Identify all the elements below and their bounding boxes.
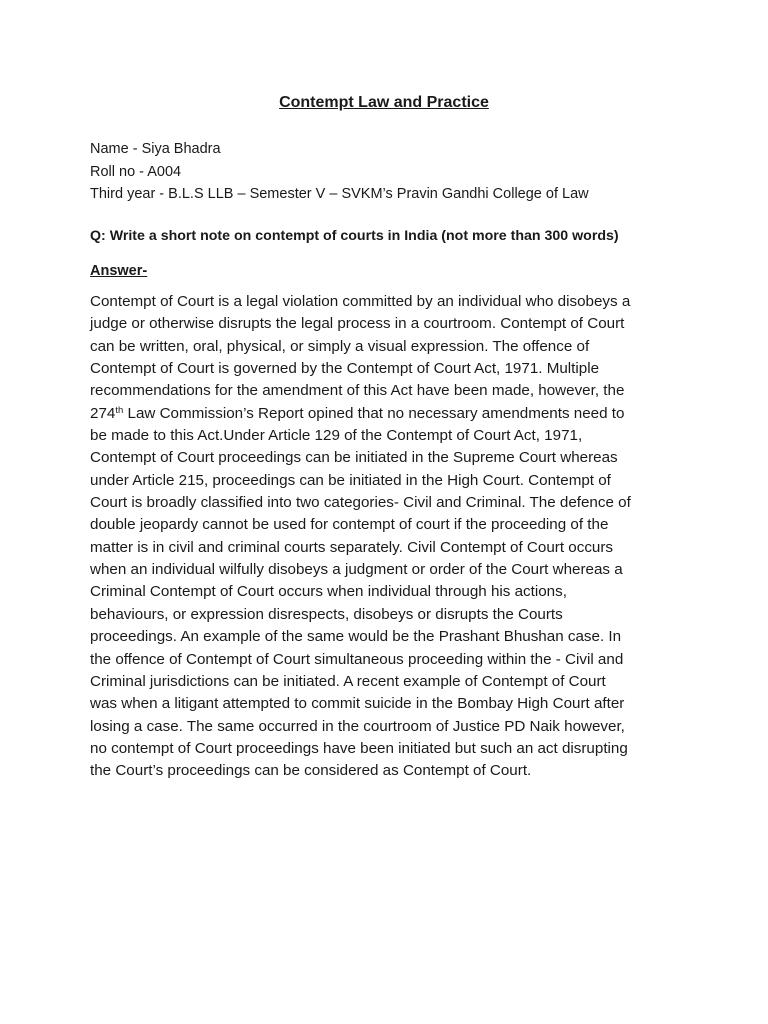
- answer-line: Criminal jurisdictions can be initiated. A recent example of Contempt of Court: [90, 672, 606, 690]
- answer-line: the offence of Contempt of Court simultaneous proceeding within the - Civil and: [90, 650, 624, 668]
- answer-line: when an individual wilfully disobeys a judgment or order of the Court whereas a: [90, 561, 623, 579]
- answer-line: Criminal Contempt of Court occurs when individual through his actions,: [90, 583, 567, 601]
- answer-line: judge or otherwise disrupts the legal process in a courtroom. Contempt of Court: [90, 315, 625, 333]
- course-details: Third year - B.L.S LLB – Semester V – SVKM’s Pravin Gandhi College of Law: [90, 186, 589, 202]
- answer-line: losing a case. The same occurred in the courtroom of Justice PD Naik however,: [90, 717, 625, 735]
- answer-line: can be written, oral, physical, or simply a visual expression. The offence of: [90, 337, 590, 355]
- answer-line: Contempt of Court is a legal violation committed by an individual who disobeys a: [90, 293, 631, 310]
- student-details: [90, 138, 589, 206]
- answer-line: no contempt of Court proceedings have been initiated but such an act disrupting: [90, 739, 628, 757]
- answer-line-rest: Law Commission’s Report opined that no necessary amendments need to: [123, 404, 625, 422]
- answer-line: proceedings. An example of the same would be the Prashant Bhushan case. In: [90, 628, 622, 646]
- answer-line: matter is in civil and criminal courts separately. Civil Contempt of Court occurs: [90, 538, 614, 556]
- ordinal-number: 274: [90, 404, 116, 422]
- student-name: Name - Siya Bhadra: [90, 141, 221, 157]
- answer-heading: Answer-: [90, 263, 148, 279]
- answer-line: recommendations for the amendment of this Act have been made, however, the: [90, 382, 625, 400]
- answer-line: the Court’s proceedings can be considered as Contempt of Court.: [90, 762, 532, 780]
- answer-line: be made to this Act.Under Article 129 of the Contempt of Court Act, 1971,: [90, 427, 583, 445]
- question-text: Q: Write a short note on contempt of courts in India (not more than 300 words): [90, 228, 619, 244]
- ordinal-suffix: th: [115, 404, 124, 416]
- document-title: Contempt Law and Practice: [279, 94, 489, 111]
- answer-line: was when a litigant attempted to commit suicide in the Bombay High Court after: [90, 695, 625, 713]
- answer-line: behaviours, or expression disrespects, disobeys or disrupts the Courts: [90, 605, 563, 623]
- roll-number: Roll no - A004: [90, 163, 182, 180]
- answer-line: double jeopardy cannot be used for contempt of court if the proceeding of the: [90, 516, 609, 534]
- answer-line: under Article 215, proceedings can be initiated in the High Court. Contempt of: [90, 471, 611, 489]
- answer-line: Contempt of Court is governed by the Contempt of Court Act, 1971. Multiple: [90, 360, 600, 378]
- answer-line: Contempt of Court proceedings can be initiated in the Supreme Court whereas: [90, 449, 618, 467]
- answer-body: [90, 291, 631, 783]
- answer-line-274th: [90, 403, 631, 425]
- answer-line: Court is broadly classified into two categories- Civil and Criminal. The defence of: [90, 494, 631, 512]
